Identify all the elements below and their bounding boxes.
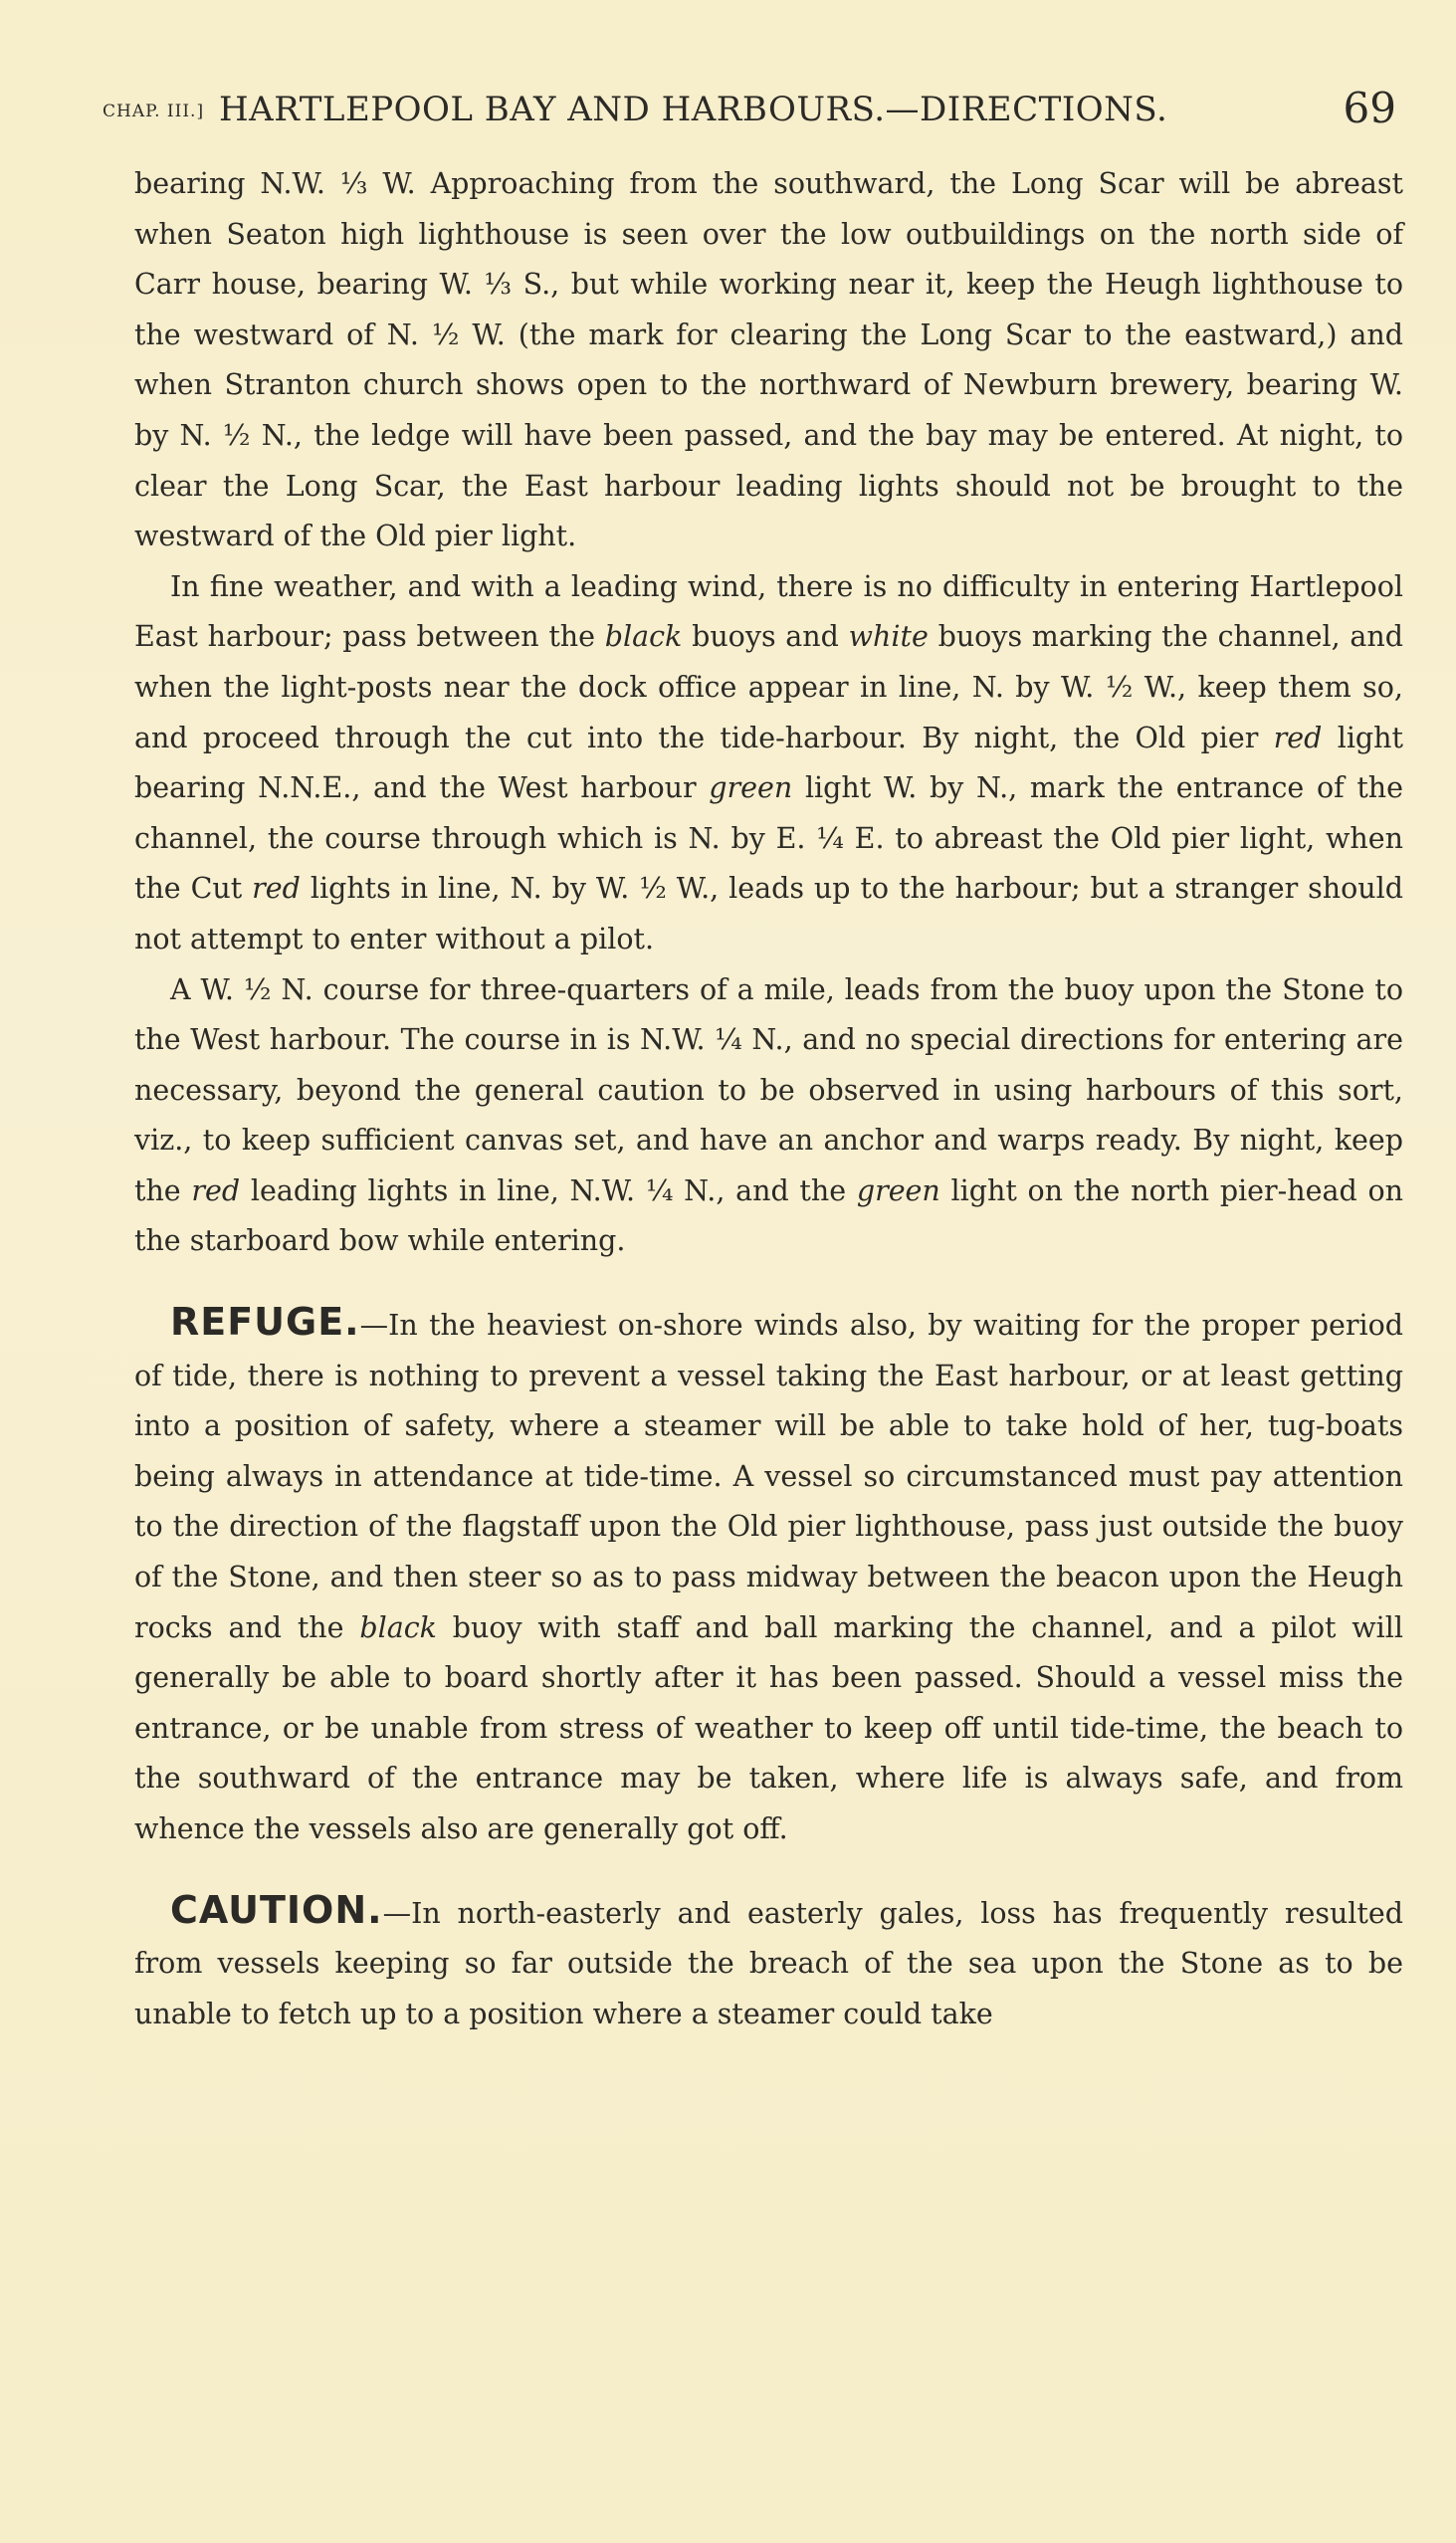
chapter-label: CHAP. III.] <box>103 102 205 121</box>
italic-term: green <box>709 771 793 805</box>
paragraph-text: bearing N.W. ⅓ W. Approaching from the southward, the Long Scar will be abreast when Seaton high lighthouse is seen over the low outbuildings on the north side of Carr house, bearing W. ⅓ S., but while working near it, keep the Heugh lighthouse to the westward of N. ½ W. (the mark for clearing the Long Scar to the eastward,) and when Stranton church shows open to the northward of Newburn brewery, bearing W. by N. ½ N., the ledge will have been passed, and the bay may be entered. At night, to clear the Long Scar, the East harbour leading lights should not be brought to the westward of the Old pier light. <box>134 167 1403 553</box>
paragraph-text: buoys and <box>682 620 849 654</box>
page-number: 69 <box>1343 84 1396 132</box>
body-text <box>134 159 1403 2039</box>
paragraph-refuge <box>134 1297 1403 1855</box>
paragraph-text: buoy with staff and ball marking the channel, and a pilot will generally be able to board shortly after it has been passed. Should a vessel miss the entrance, or be unable from stress of weather to keep off until tide-time, the beach to the southward of the entrance may be taken, where life is always safe, and from whence the vessels also are generally got off. <box>134 1610 1403 1845</box>
italic-term: red <box>191 1173 241 1207</box>
paragraph-text: leading lights in line, N.W. ¼ N., and the <box>240 1173 857 1207</box>
italic-term: black <box>604 620 683 654</box>
paragraph-text: light bearing N.N.E., and the West harbour <box>134 721 1403 805</box>
paragraph-text: buoys marking the channel, and when the light-posts near the dock office appear in line, N. by W. ½ W., keep them so, and proceed through the cut into the tide-harbour. By night, the Old pier <box>134 620 1403 754</box>
italic-term: green <box>856 1173 940 1207</box>
page-title: HARTLEPOOL BAY AND HARBOURS.—DIRECTIONS. <box>219 90 1168 129</box>
italic-term: white <box>848 620 929 654</box>
italic-term: black <box>359 1610 437 1644</box>
paragraph-west-harbour <box>134 965 1403 1268</box>
paragraph-text: light W. by N., mark the entrance of the channel, the course through which is N. by E. ¼ E. to abreast the Old pier light, when the Cut <box>134 771 1403 906</box>
paragraph-caution <box>134 1885 1403 2040</box>
paragraph-approach <box>134 159 1403 562</box>
paragraph-text: light on the north pier-head on the starboard bow while entering. <box>134 1173 1403 1258</box>
paragraph-east-harbour <box>134 562 1403 965</box>
italic-term: red <box>1273 721 1323 754</box>
paragraph-text: lights in line, N. by W. ½ W., leads up to the harbour; but a stranger should not attempt to enter without a pilot. <box>134 872 1403 955</box>
paragraph-text: —In the heaviest on-shore winds also, by waiting for the proper period of tide, there is nothing to prevent a vessel taking the East harbour, or at least getting into a position of safety, where a steamer will be able to take hold of her, tug-boats being always in attendance at tide-time. A vessel so circumstanced must pay attention to the direction of the flagstaff upon the Old pier lighthouse, pass just outside the buoy of the Stone, and then steer so as to pass midway between the beacon upon the Heugh rocks and the <box>134 1309 1403 1644</box>
section-heading-caution: CAUTION. <box>170 1887 383 1932</box>
paragraph-text: A W. ½ N. course for three-quarters of a mile, leads from the buoy upon the Stone to the West harbour. The course in is N.W. ¼ N., and no special directions for entering are necessary, beyond the general caution to be observed in using harbours of this sort, viz., to keep sufficient canvas set, and have an anchor and warps ready. By night, keep the <box>134 972 1403 1207</box>
running-head <box>103 84 1396 133</box>
section-heading-refuge: REFUGE. <box>170 1300 360 1345</box>
paragraph-text: —In north-easterly and easterly gales, loss has frequently resulted from vessels keeping so far outside the breach of the sea upon the Stone as to be unable to fetch up to a position where a steamer could take <box>134 1896 1403 2030</box>
italic-term: red <box>252 872 301 906</box>
paragraph-text: In fine weather, and with a leading wind, there is no difficulty in entering Hartlepool East harbour; pass between the <box>134 569 1403 654</box>
